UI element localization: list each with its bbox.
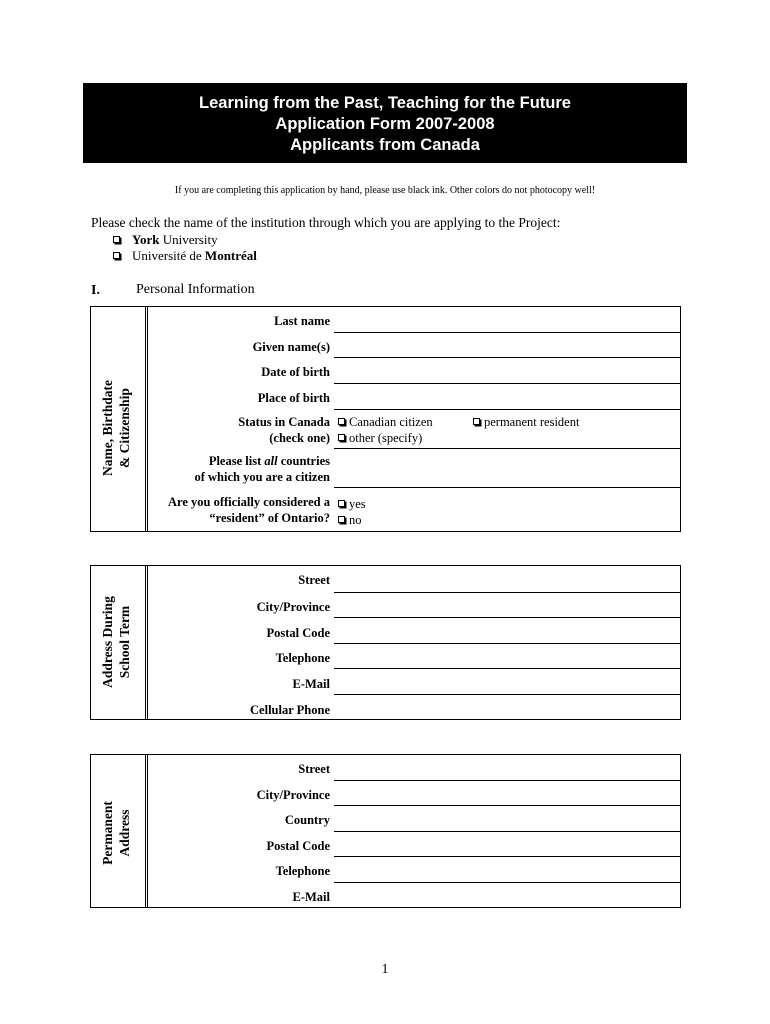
perm-postal-field[interactable] [334, 856, 680, 857]
school-email-label: E-Mail [292, 677, 330, 691]
last-name-field[interactable] [334, 332, 680, 333]
perm-street-label: Street [298, 762, 330, 776]
permanent-side-label: Permanent Address [100, 801, 132, 865]
school-email-field[interactable] [334, 694, 680, 695]
form-subtitle: Application Form 2007-2008 [275, 115, 495, 133]
institution-question: Please check the name of the institution through which you are applying to the Project: [91, 215, 561, 230]
given-name-field[interactable] [334, 357, 680, 358]
perm-phone-field[interactable] [334, 882, 680, 883]
ink-note: If you are completing this application by hand, please use black ink. Other colors do not photocopy well! [174, 185, 596, 196]
perm-postal-label: Postal Code [266, 839, 330, 853]
school-city-field[interactable] [334, 617, 680, 618]
school-phone-label: Telephone [275, 651, 330, 665]
school-side-label: Address During School Term [100, 596, 132, 688]
given-name-label: Given name(s) [252, 340, 330, 354]
perm-city-label: City/Province [256, 788, 330, 802]
school-street-label: Street [298, 573, 330, 587]
permanent-checkbox[interactable] [473, 418, 480, 425]
school-phone-field[interactable] [334, 668, 680, 669]
status-permanent-option[interactable]: permanent resident [473, 414, 579, 430]
montreal-checkbox[interactable] [113, 252, 120, 259]
other-checkbox[interactable] [338, 434, 345, 441]
countries-field[interactable] [334, 487, 680, 488]
perm-email-label: E-Mail [292, 890, 330, 904]
option-york[interactable]: York University [113, 232, 218, 248]
perm-country-label: Country [284, 813, 330, 827]
school-city-label: City/Province [256, 600, 330, 614]
pob-field[interactable] [334, 409, 680, 410]
dob-label: Date of birth [261, 365, 330, 379]
page-number: 1 [381, 962, 389, 977]
school-postal-label: Postal Code [266, 626, 330, 640]
form-audience: Applicants from Canada [290, 136, 480, 154]
yes-checkbox[interactable] [338, 500, 345, 507]
form-title: Learning from the Past, Teaching for the Future [199, 94, 571, 112]
section-number: I. [91, 283, 100, 298]
countries-label: Please list all countries of which you are a citizen [194, 454, 330, 484]
status-citizen-option[interactable]: Canadian citizen [338, 414, 433, 430]
perm-city-field[interactable] [334, 805, 680, 806]
status-label: Status in Canada (check one) [238, 415, 330, 445]
resident-label: Are you officially considered a “resident” of Ontario? [167, 495, 330, 525]
section-title: Personal Information [136, 282, 255, 297]
school-cell-label: Cellular Phone [250, 703, 330, 717]
status-divider [334, 448, 680, 449]
school-postal-field[interactable] [334, 643, 680, 644]
last-name-label: Last name [274, 314, 330, 328]
perm-country-field[interactable] [334, 831, 680, 832]
perm-street-field[interactable] [334, 780, 680, 781]
option-montreal[interactable]: Université de Montréal [113, 248, 257, 264]
status-other-option[interactable]: other (specify) [338, 430, 422, 446]
citizen-checkbox[interactable] [338, 418, 345, 425]
resident-yes-option[interactable]: yes [338, 496, 366, 512]
personal-side-label: Name, Birthdate & Citizenship [100, 380, 132, 476]
form-header [83, 83, 687, 163]
resident-no-option[interactable]: no [338, 512, 362, 528]
york-checkbox[interactable] [113, 236, 120, 243]
school-street-field[interactable] [334, 592, 680, 593]
dob-field[interactable] [334, 383, 680, 384]
perm-phone-label: Telephone [275, 864, 330, 878]
pob-label: Place of birth [257, 391, 330, 405]
no-checkbox[interactable] [338, 516, 345, 523]
